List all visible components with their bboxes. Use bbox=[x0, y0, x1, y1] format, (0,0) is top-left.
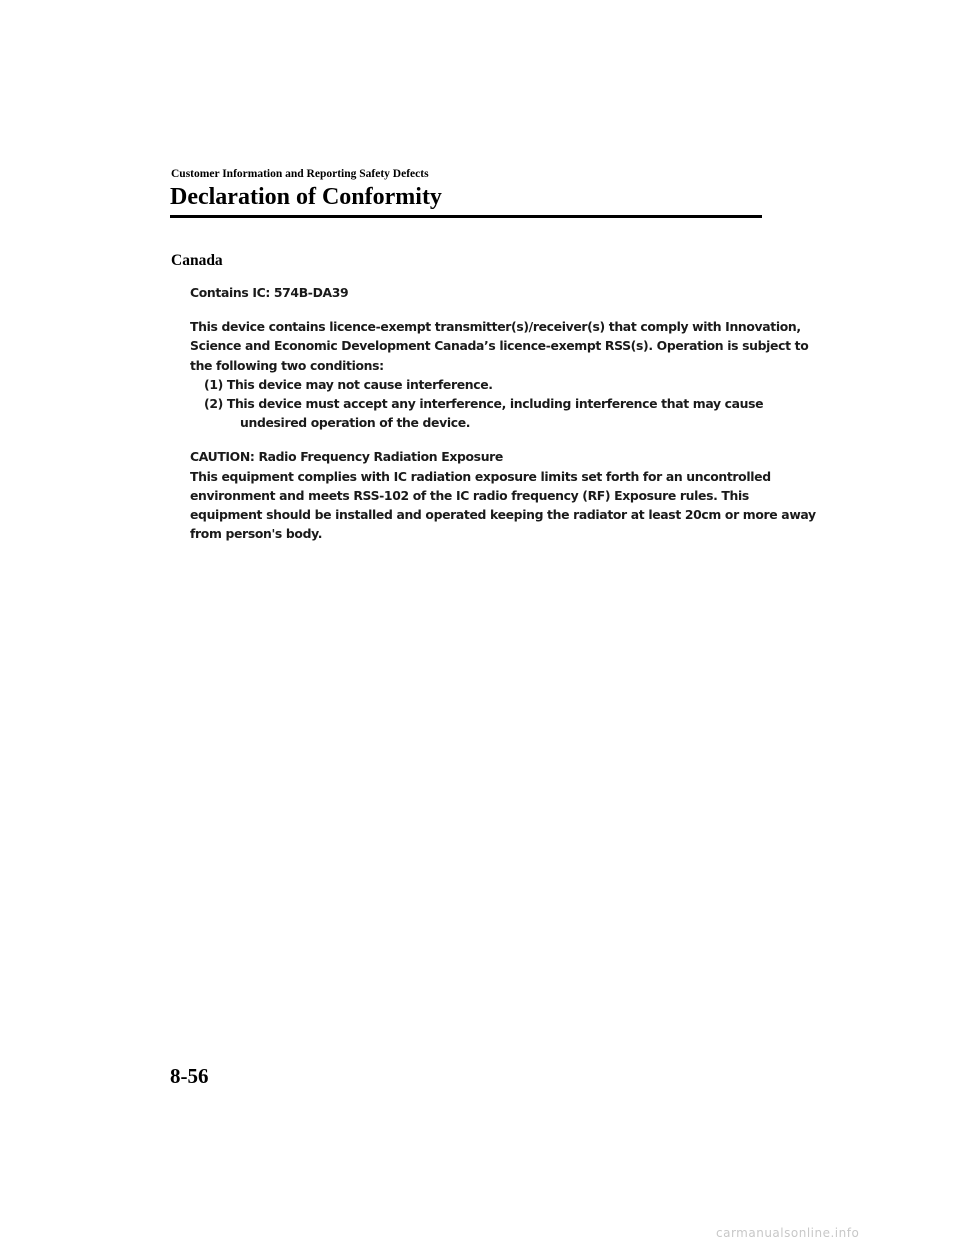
ic-statement-block bbox=[190, 283, 816, 543]
condition-item: (1) This device may not cause interference. bbox=[204, 376, 493, 392]
title-divider bbox=[170, 215, 762, 218]
paragraph-line: This device contains licence-exempt transmitter(s)/receiver(s) that comply with Innovation, bbox=[190, 319, 801, 335]
caution-line: This equipment complies with IC radiation exposure limits set forth for an uncontrolled bbox=[190, 468, 771, 484]
condition-item: (2) This device must accept any interference, including interference that may cause bbox=[204, 396, 764, 412]
page-title: Declaration of Conformity bbox=[170, 184, 442, 210]
paragraph-line: the following two conditions: bbox=[190, 357, 384, 373]
caution-title: CAUTION: Radio Frequency Radiation Exposure bbox=[190, 449, 503, 465]
spacer bbox=[190, 302, 750, 317]
caution-line: environment and meets RSS-102 of the IC radio frequency (RF) Exposure rules. This bbox=[190, 487, 749, 503]
paragraph-line: Science and Economic Development Canada’s licence-exempt RSS(s). Operation is subject to bbox=[190, 338, 809, 354]
caution-line: from person's body. bbox=[190, 526, 323, 542]
watermark: carmanualsonline.info bbox=[716, 1226, 860, 1240]
condition-continuation: undesired operation of the device. bbox=[240, 415, 471, 431]
page-number: 8-56 bbox=[170, 1064, 209, 1088]
caution-line: equipment should be installed and operated keeping the radiator at least 20cm or more away bbox=[190, 507, 816, 523]
spacer bbox=[190, 432, 750, 447]
contains-ic-line: Contains IC: 574B-DA39 bbox=[190, 285, 349, 300]
section-subheading: Canada bbox=[171, 252, 223, 269]
section-label: Customer Information and Reporting Safety Defects bbox=[171, 168, 429, 180]
